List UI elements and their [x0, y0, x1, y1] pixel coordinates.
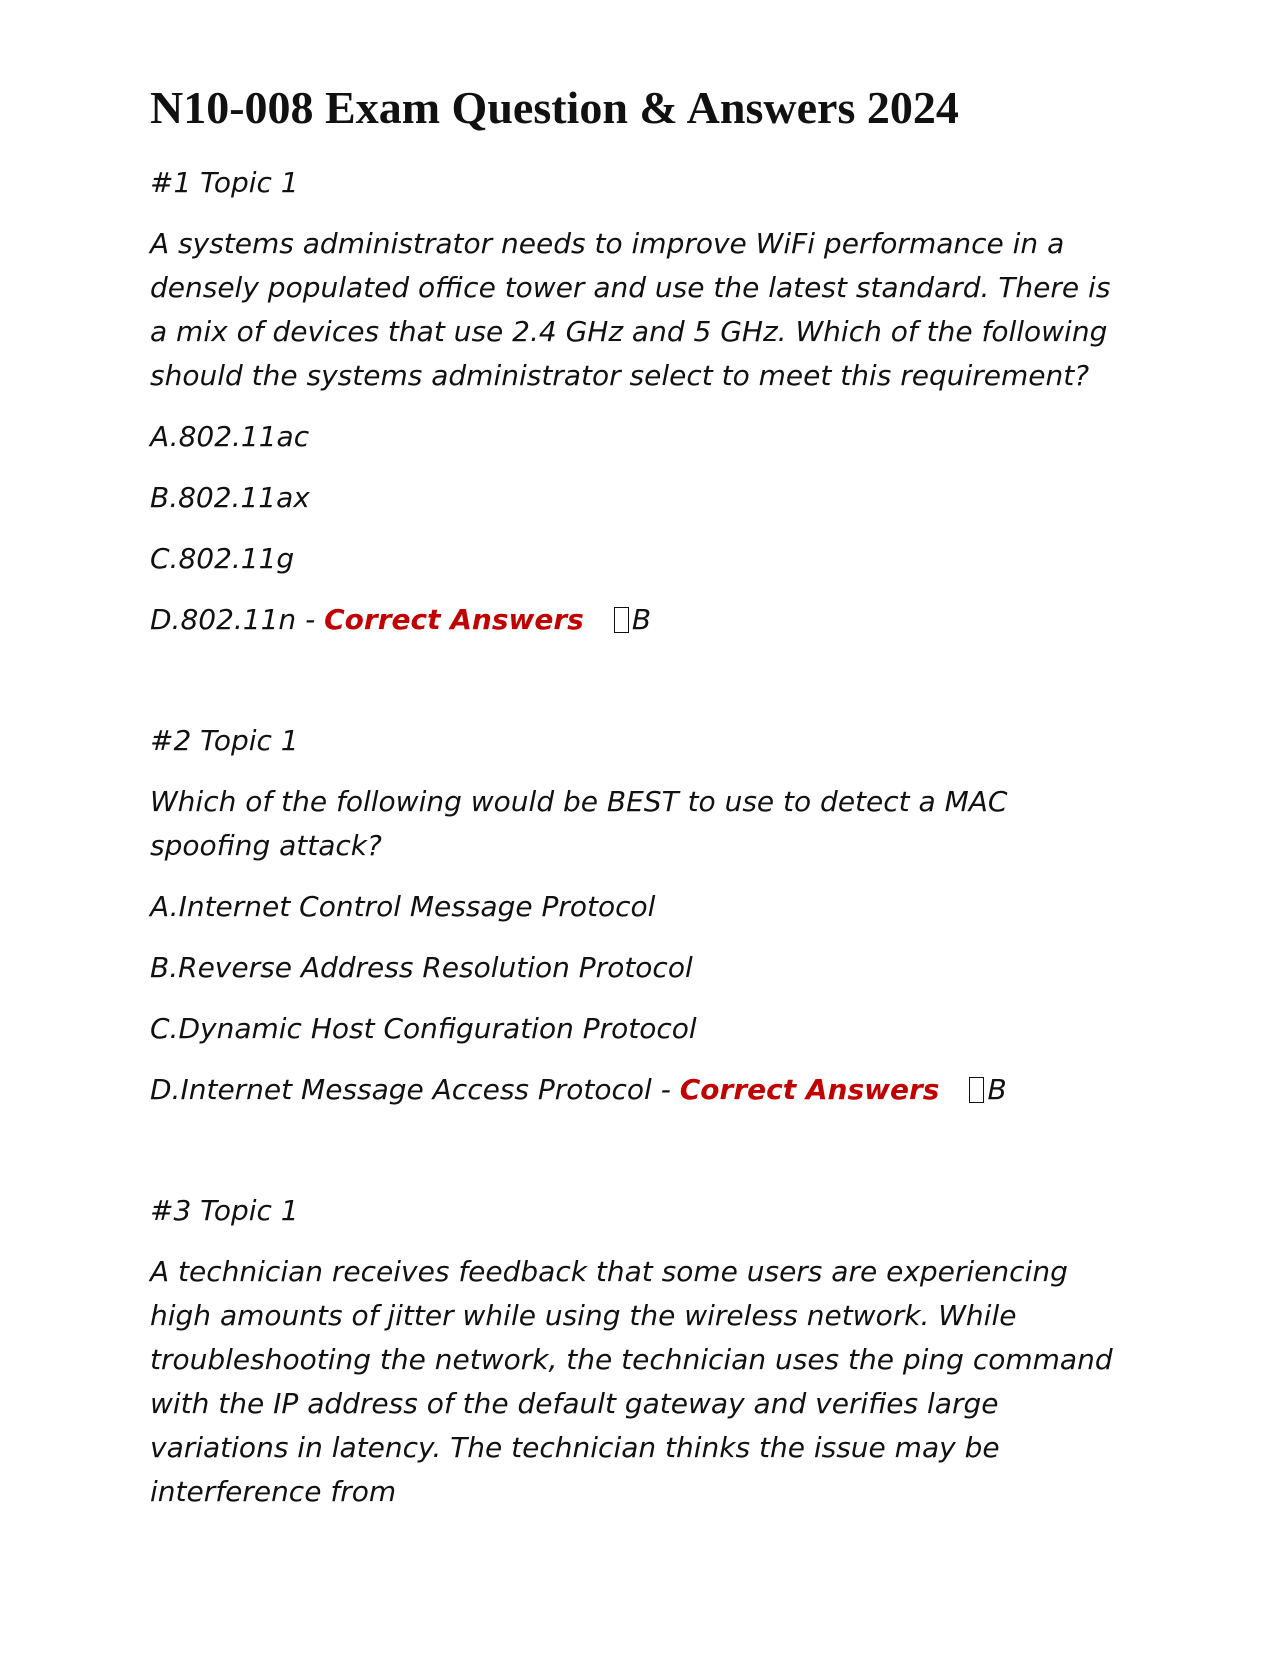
- missing-glyph-box-icon: [614, 607, 629, 633]
- question-header: #3 Topic 1: [150, 1194, 299, 1228]
- question-block-2: [150, 719, 1130, 1112]
- question-text: Which of the following would be BEST to use to detect a MAC spoofing attack?: [150, 785, 1008, 863]
- question-text: A systems administrator needs to improve WiFi performance in a densely populated office tower and use the latest standard. There is a mix of devices that use 2.4 GHz and 5 GHz. Which of the following should the systems administrator select to meet this requirement?: [150, 227, 1111, 393]
- missing-glyph-box-icon: [969, 1077, 984, 1103]
- option-c: C.Dynamic Host Configuration Protocol: [150, 1012, 697, 1046]
- question-text: A technician receives feedback that some users are experiencing high amounts of jitter while using the wireless network. While troubleshooting the network, the technician uses the ping command with the IP address of the default gateway and verifies large variations in latency. The technician thinks the issue may be interference from: [150, 1255, 1113, 1509]
- option-b: B.802.11ax: [150, 481, 310, 515]
- question-header: #1 Topic 1: [150, 166, 299, 200]
- option-d: D.Internet Message Access Protocol: [150, 1073, 652, 1107]
- question-block-1: [150, 161, 1130, 642]
- option-d: D.802.11n: [150, 603, 297, 637]
- option-c: C.802.11g: [150, 542, 295, 576]
- section-gap: [150, 659, 1130, 719]
- question-block-3: [150, 1189, 1130, 1514]
- correct-answers-label: Correct Answers: [324, 603, 584, 637]
- correct-answers-label: Correct Answers: [679, 1073, 940, 1107]
- document-title: N10-008 Exam Question & Answers 2024: [150, 82, 959, 133]
- option-a: A.802.11ac: [150, 420, 310, 454]
- answer-separator: -: [296, 603, 325, 637]
- correct-answer-value: B: [631, 603, 652, 637]
- option-b: B.Reverse Address Resolution Protocol: [150, 951, 693, 985]
- option-a: A.Internet Control Message Protocol: [150, 890, 656, 924]
- correct-answer-value: B: [987, 1073, 1007, 1107]
- option-d-with-answer: [150, 1068, 1130, 1112]
- question-header: #2 Topic 1: [150, 724, 299, 758]
- document-page: [150, 70, 1130, 1514]
- option-d-with-answer: [150, 598, 1130, 642]
- section-gap: [150, 1129, 1130, 1189]
- answer-separator: -: [651, 1073, 680, 1107]
